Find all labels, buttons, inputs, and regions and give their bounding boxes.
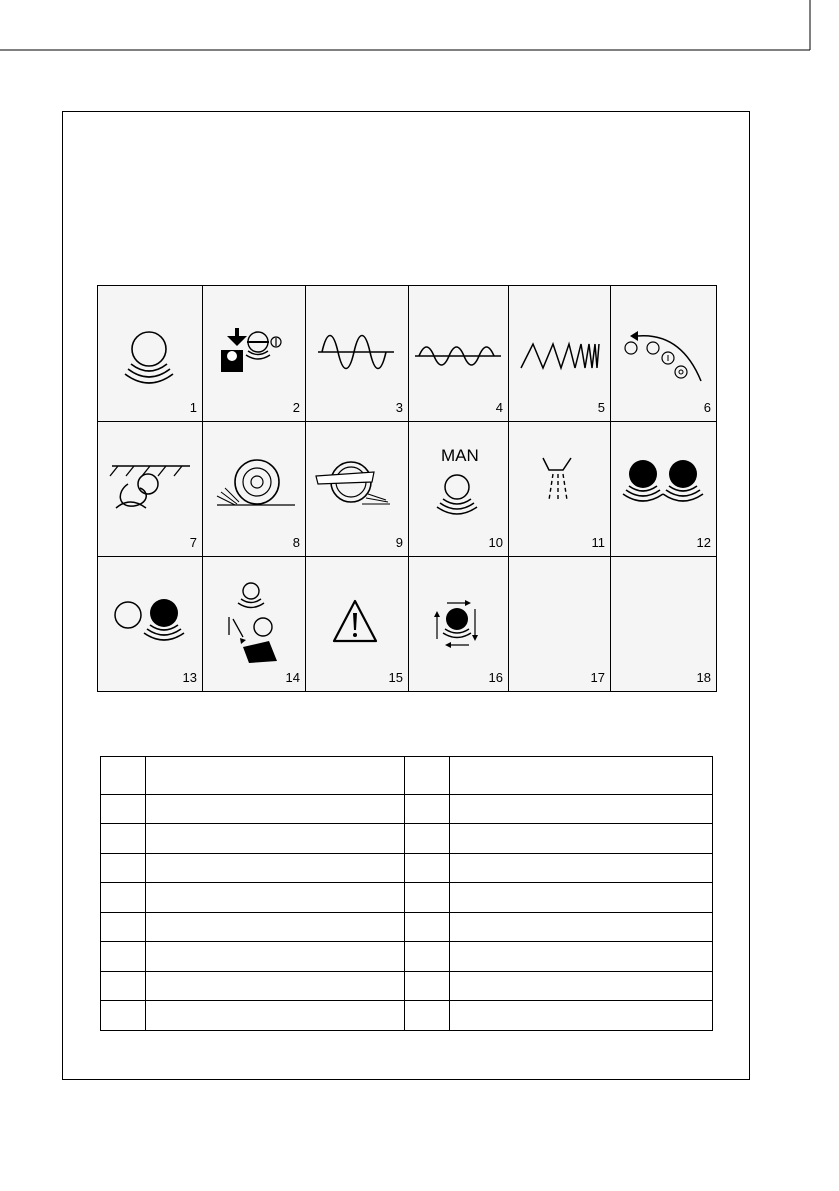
legend-cell: [450, 912, 713, 942]
symbol-cell-1: [98, 286, 203, 422]
legend-cell: [450, 971, 713, 1001]
symbol-cell-3: [306, 286, 409, 422]
legend-cell: [405, 757, 450, 795]
symbol-cell-10: [409, 422, 509, 557]
legend-cell: [101, 794, 146, 824]
frequency-zigzag-icon: [509, 286, 611, 422]
symbol-number: 2: [292, 400, 300, 415]
man-label: MAN: [441, 446, 479, 465]
legend-row: [101, 824, 713, 854]
symbol-cell-15: [306, 557, 409, 691]
legend-cell: [101, 912, 146, 942]
legend-cell: [405, 883, 450, 913]
symbol-number: 13: [182, 670, 197, 685]
legend-row: [101, 1001, 713, 1031]
legend-cell: [101, 757, 146, 795]
symbol-cell-5: [509, 286, 611, 422]
symbol-number: 8: [292, 535, 300, 550]
legend-cell: [405, 853, 450, 883]
legend-cell: [405, 971, 450, 1001]
symbol-number: 7: [189, 535, 197, 550]
legend-cell: [146, 971, 405, 1001]
symbol-cell-8: [203, 422, 306, 557]
legend-cell: [146, 1001, 405, 1031]
legend-cell: [146, 794, 405, 824]
legend-cell: [450, 1001, 713, 1031]
symbol-cell-13: [98, 557, 203, 691]
legend-header-row: [101, 757, 713, 795]
legend-cell: [146, 883, 405, 913]
pneumatic-tyre-icon: [203, 422, 306, 557]
symbol-number: 1: [189, 400, 197, 415]
symbol-number: 4: [495, 400, 503, 415]
legend-cell: [405, 824, 450, 854]
header-rule: [0, 0, 839, 60]
symbol-cell-16: [409, 557, 509, 691]
operator-seat-drum-control-icon: [203, 286, 306, 422]
legend-cell: [146, 757, 405, 795]
symbol-number: 16: [488, 670, 503, 685]
symbol-grid: [97, 285, 717, 692]
symbol-cell-11: [509, 422, 611, 557]
symbol-cell-17: [509, 557, 611, 691]
symbol-cell-4: [409, 286, 509, 422]
symbol-cell-18: [611, 557, 716, 691]
legend-cell: [101, 853, 146, 883]
legend-cell: [101, 824, 146, 854]
symbol-cell-6: [611, 286, 716, 422]
symbol-cell-2: [203, 286, 306, 422]
legend-cell: [101, 883, 146, 913]
symbol-cell-9: [306, 422, 409, 557]
symbol-number: 15: [388, 670, 403, 685]
legend-row: [101, 853, 713, 883]
legend-row: [101, 971, 713, 1001]
legend-row: [101, 794, 713, 824]
legend-table: [100, 756, 713, 1031]
legend-cell: [450, 824, 713, 854]
low-amplitude-wave-icon: [409, 286, 509, 422]
high-amplitude-wave-icon: [306, 286, 409, 422]
symbol-number: 11: [591, 535, 605, 550]
legend-row: [101, 942, 713, 972]
legend-cell: [405, 1001, 450, 1031]
legend-cell: [450, 794, 713, 824]
legend-cell: [146, 824, 405, 854]
edge-cutter-icon: [98, 422, 203, 557]
symbol-number: 12: [696, 535, 711, 550]
legend-cell: [146, 942, 405, 972]
single-drum-vibration-icon: [98, 286, 203, 422]
legend-cell: [101, 971, 146, 1001]
symbol-number: 5: [597, 400, 605, 415]
drum-scraper-icon: [306, 422, 409, 557]
legend-row: [101, 912, 713, 942]
symbol-cell-7: [98, 422, 203, 557]
symbol-number: 17: [590, 670, 605, 685]
symbol-number: 14: [285, 670, 300, 685]
symbol-number: 3: [395, 400, 403, 415]
legend-cell: [146, 912, 405, 942]
symbol-number: 18: [696, 670, 711, 685]
legend-cell: [450, 883, 713, 913]
legend-cell: [450, 853, 713, 883]
legend-cell: [450, 942, 713, 972]
symbol-number: 6: [703, 400, 711, 415]
legend-cell: [405, 912, 450, 942]
symbol-cell-12: [611, 422, 716, 557]
symbol-number: 10: [488, 535, 503, 550]
legend-cell: [405, 942, 450, 972]
legend-cell: [405, 794, 450, 824]
symbol-number: 9: [395, 535, 403, 550]
legend-cell: [450, 757, 713, 795]
legend-cell: [101, 942, 146, 972]
legend-cell: [101, 1001, 146, 1031]
symbol-cell-14: [203, 557, 306, 691]
vibration-mode-dial-icon: [611, 286, 716, 422]
legend-cell: [146, 853, 405, 883]
legend-row: [101, 883, 713, 913]
